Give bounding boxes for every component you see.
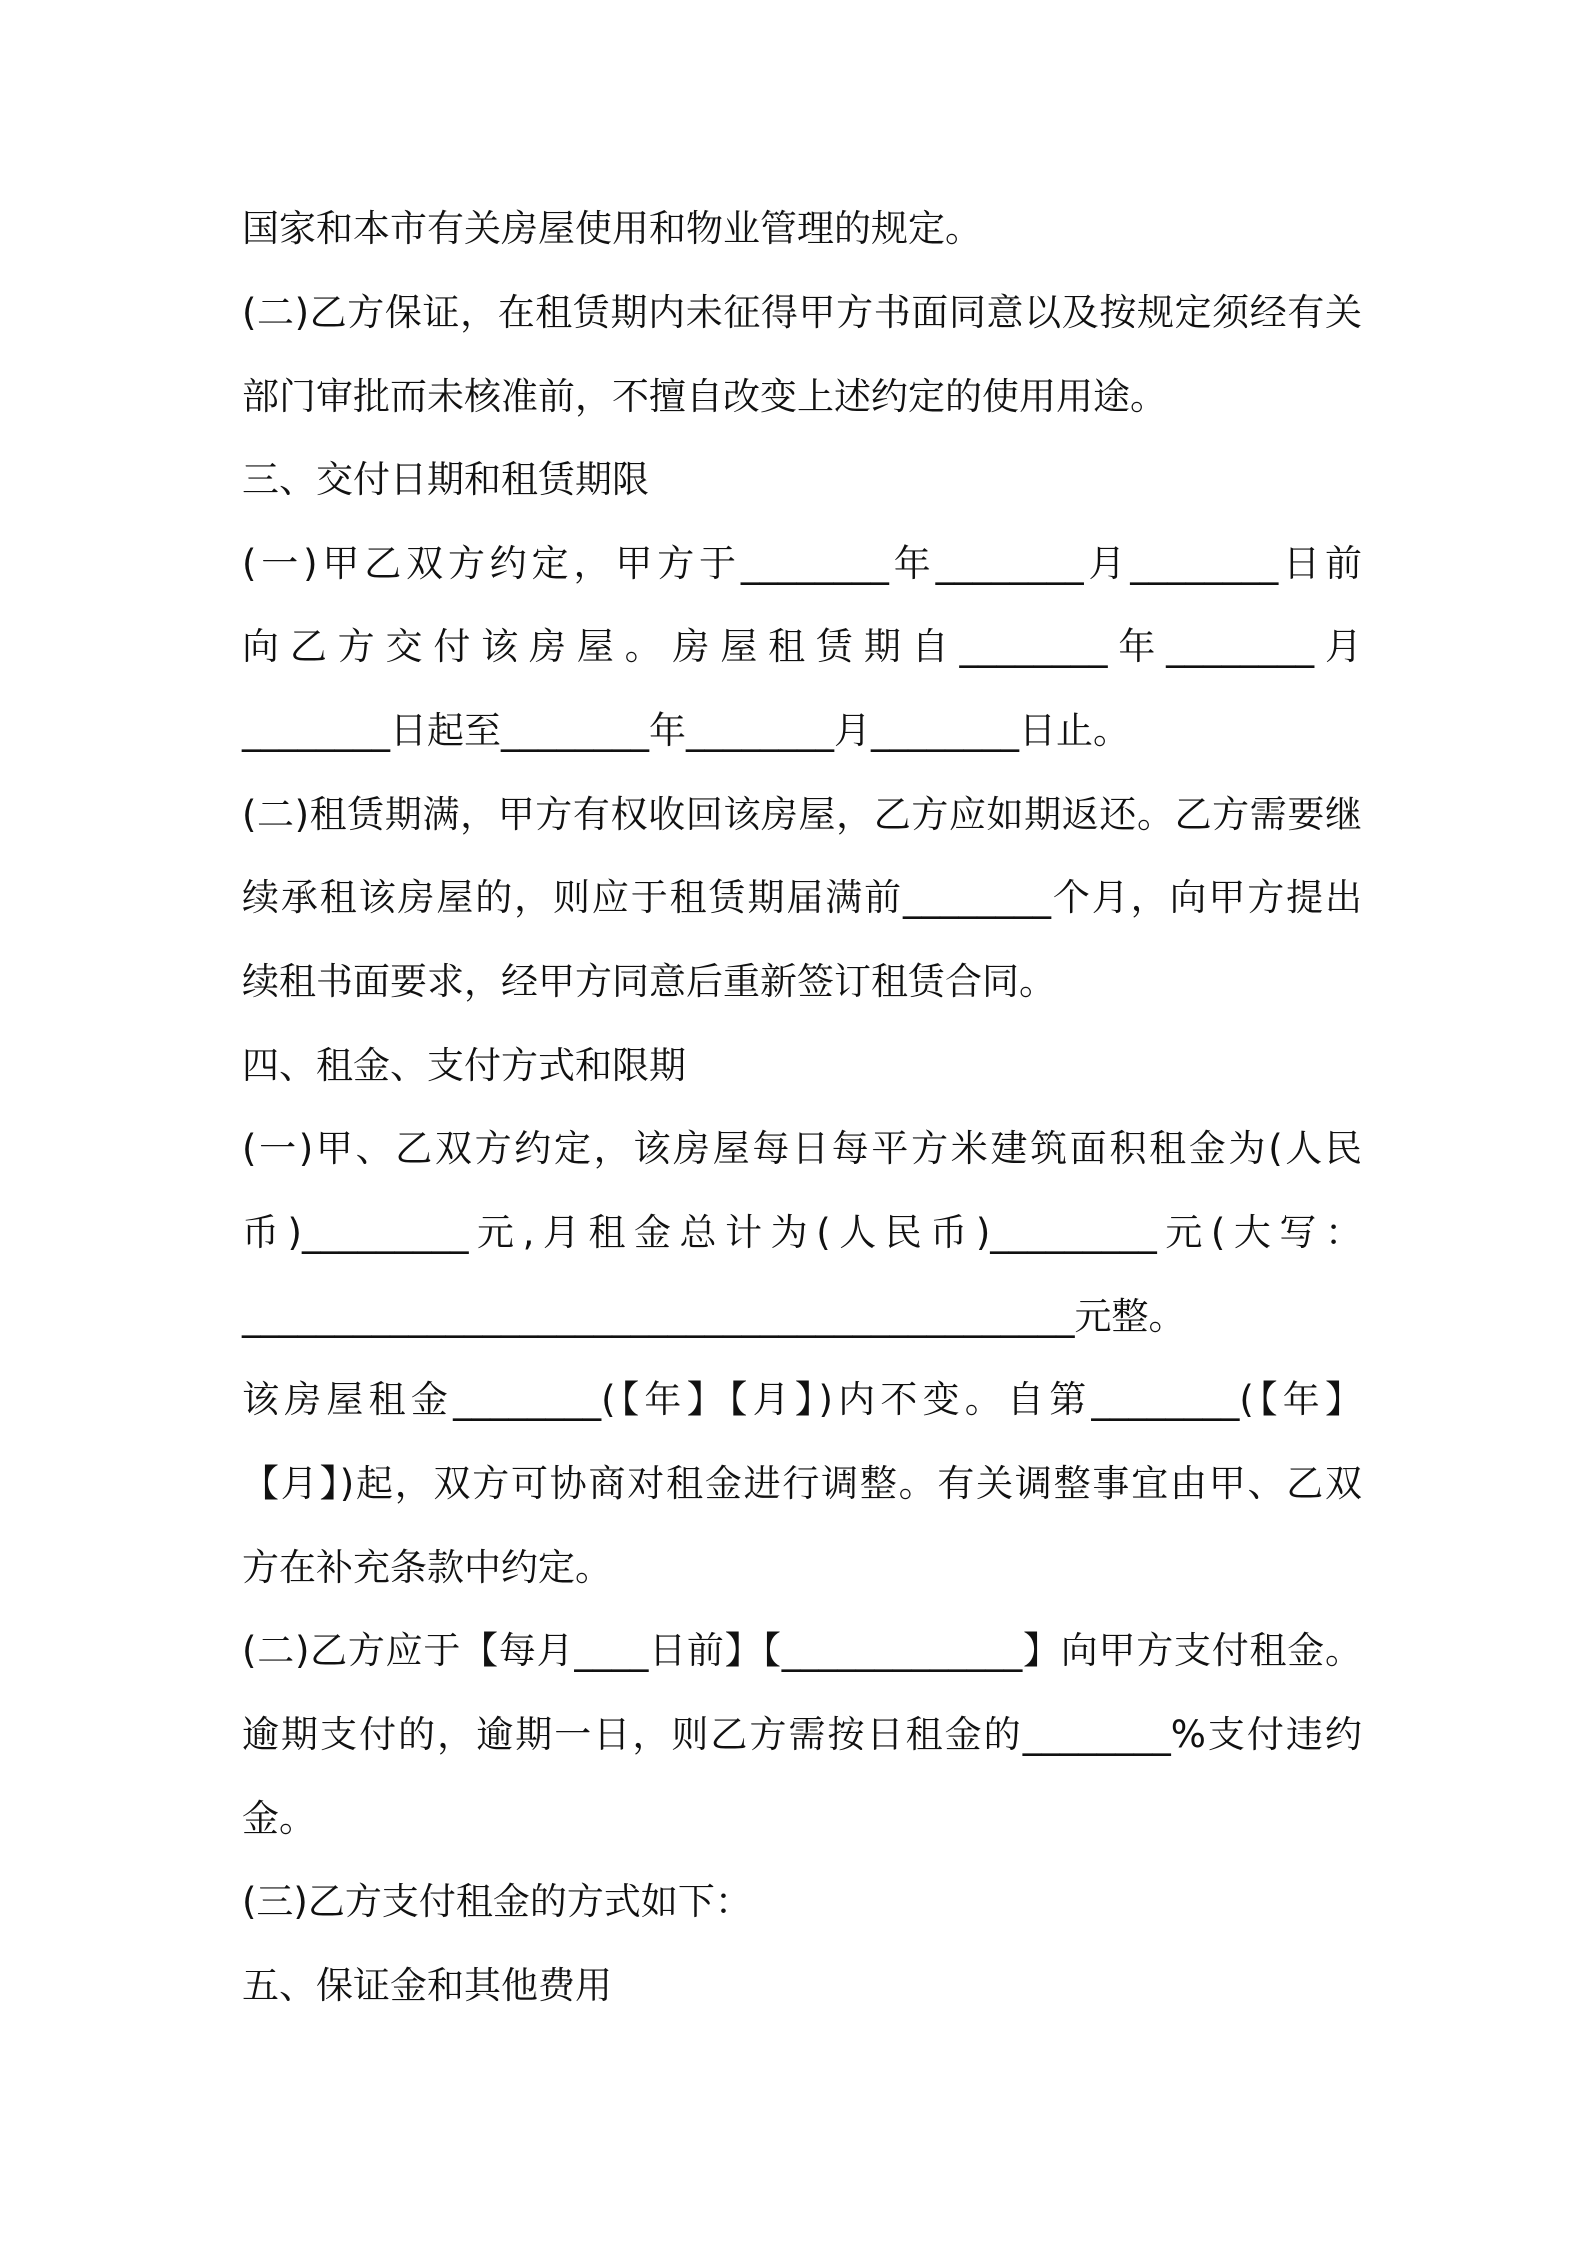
text-line: (二)乙方应于【每月____日前】【_____________】向甲方支付租金。: [242, 1629, 1362, 1672]
text-line: (一)甲乙双方约定，甲方于________年________月________日前: [242, 542, 1362, 585]
text-line: _____________________________________________元整。: [242, 1295, 1186, 1338]
text-line: 【月】)起，双方可协商对租金进行调整。有关调整事宜由甲、乙双: [242, 1462, 1362, 1505]
text-line: (二)乙方保证，在租赁期内未征得甲方书面同意以及按规定须经有关: [242, 291, 1362, 334]
text-line: 币)_________元,月租金总计为(人民币)_________元(大写：: [242, 1211, 1362, 1254]
text-line: 金。: [242, 1797, 316, 1840]
text-line: 部门审批而未核准前，不擅自改变上述约定的使用用途。: [242, 375, 1167, 418]
section-heading: 五、保证金和其他费用: [242, 1964, 612, 2007]
section-heading: 四、租金、支付方式和限期: [242, 1044, 686, 1087]
section-heading: 三、交付日期和租赁期限: [242, 458, 649, 501]
text-line: ________日起至________年________月________日止。: [242, 709, 1130, 752]
text-line: 逾期支付的，逾期一日，则乙方需按日租金的________%支付违约: [242, 1713, 1362, 1756]
text-line: (二)租赁期满，甲方有权收回该房屋，乙方应如期返还。乙方需要继: [242, 793, 1362, 836]
text-line: 续租书面要求，经甲方同意后重新签订租赁合同。: [242, 960, 1056, 1003]
text-line: 续承租该房屋的，则应于租赁期届满前________个月，向甲方提出: [242, 876, 1362, 919]
text-line: (一)甲、乙双方约定，该房屋每日每平方米建筑面积租金为(人民: [242, 1127, 1362, 1170]
text-line: 向乙方交付该房屋。房屋租赁期自________年________月: [242, 625, 1362, 668]
text-line: 方在补充条款中约定。: [242, 1546, 612, 1589]
text-line: 国家和本市有关房屋使用和物业管理的规定。: [242, 207, 982, 250]
text-line: 该房屋租金________(【年】【月】)内不变。自第________(【年】: [242, 1378, 1362, 1421]
text-line: (三)乙方支付租金的方式如下：: [242, 1880, 752, 1923]
